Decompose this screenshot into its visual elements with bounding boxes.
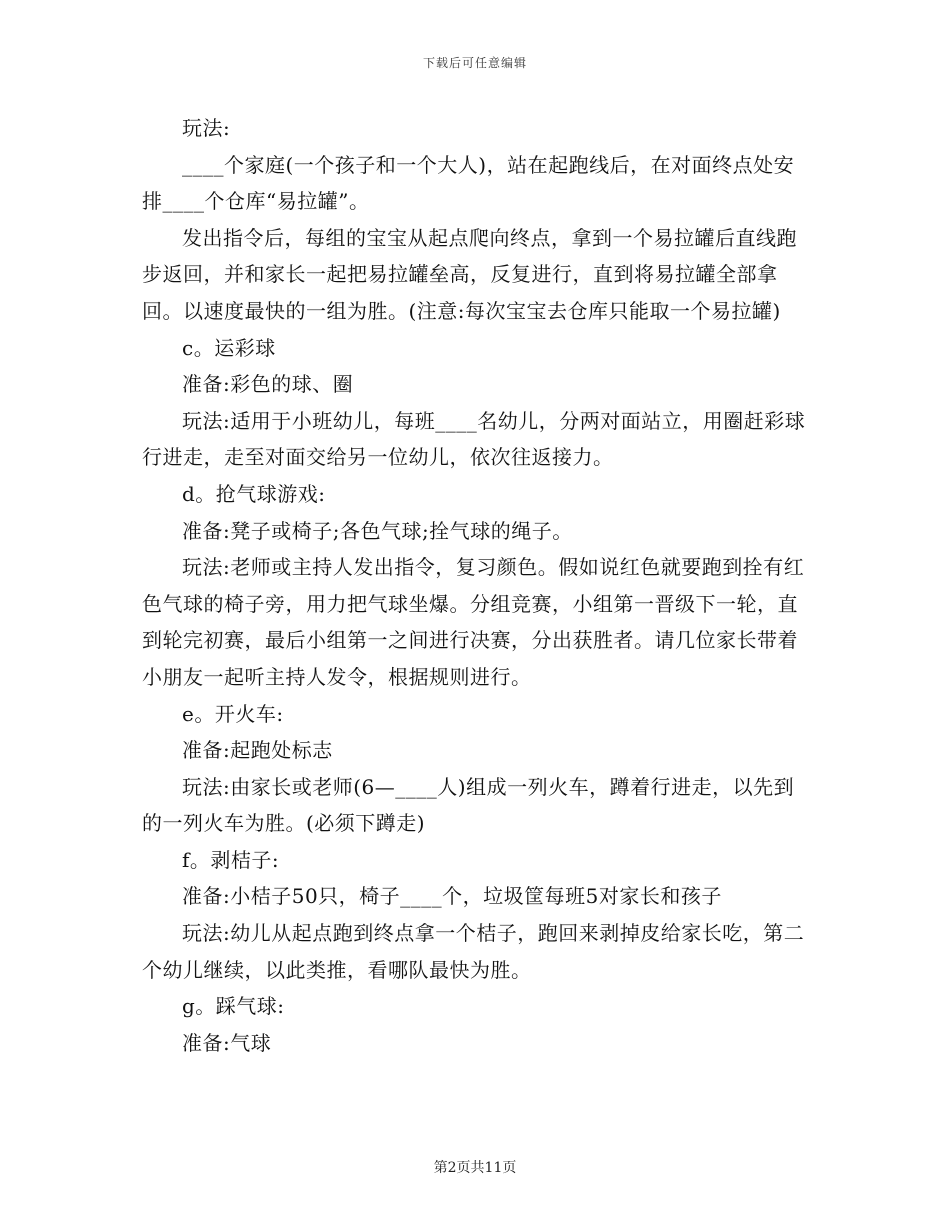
paragraph-section-c-prep: 准备:彩色的球、圈: [182, 372, 354, 397]
paragraph-instructions: 发出指令后，每组的宝宝从起点爬向终点，拿到一个易拉罐后直线跑步返回，并和家长一起把易拉罐垒高，反复进行，直到将易拉罐全部拿回。以速度最快的一组为胜。(注意:每次宝宝去仓库只能取一个易拉罐): [142, 225, 797, 323]
paragraph-section-g-prep: 准备:气球: [182, 1030, 272, 1055]
paragraph-section-c-title: c。运彩球: [182, 335, 276, 360]
page-header: 下载后可任意编辑: [422, 56, 527, 70]
paragraph-section-d-prep: 准备:凳子或椅子;各色气球;拴气球的绳子。: [182, 518, 573, 543]
paragraph-section-f-prep: 准备:小桔子50只，椅子____个，垃圾筐每班5对家长和孩子: [182, 884, 722, 909]
paragraph-section-f-play: 玩法:幼儿从起点跑到终点拿一个桔子，跑回来剥掉皮给家长吃，第二个幼儿继续，以此类推，看哪队最快为胜。: [142, 921, 805, 982]
paragraph-section-d-title: d。抢气球游戏:: [182, 481, 326, 506]
document-body: [142, 110, 810, 1061]
paragraph-family-setup: ____个家庭(一个孩子和一个大人)，站在起跑线后，在对面终点处安排____个仓库“易拉罐”。: [142, 152, 795, 214]
page-number-footer: 第2页共11页: [433, 1160, 517, 1176]
paragraph-section-e-play: 玩法:由家长或老师(6—____人)组成一列火车，蹲着行进走，以先到的一列火车为胜。(必须下蹲走): [142, 774, 795, 836]
paragraph-section-g-title: g。踩气球:: [182, 994, 285, 1019]
paragraph-section-d-play: 玩法:老师或主持人发出指令，复习颜色。假如说红色就要跑到拴有红色气球的椅子旁，用力把气球坐爆。分组竞赛，小组第一晋级下一轮，直到轮完初赛，最后小组第一之间进行决赛，分出获胜者。请几位家长带着小朋友一起听主持人发令，根据规则进行。: [142, 555, 805, 689]
paragraph-section-e-prep: 准备:起跑处标志: [182, 738, 333, 763]
paragraph-play-rules-label: 玩法:: [182, 116, 231, 140]
paragraph-section-f-title: f。剥桔子:: [182, 847, 280, 872]
paragraph-section-c-play: 玩法:适用于小班幼儿，每班____名幼儿，分两对面站立，用圈赶彩球行进走，走至对面交给另一位幼儿，依次往返接力。: [142, 408, 806, 470]
paragraph-section-e-title: e。开火车:: [182, 701, 284, 726]
